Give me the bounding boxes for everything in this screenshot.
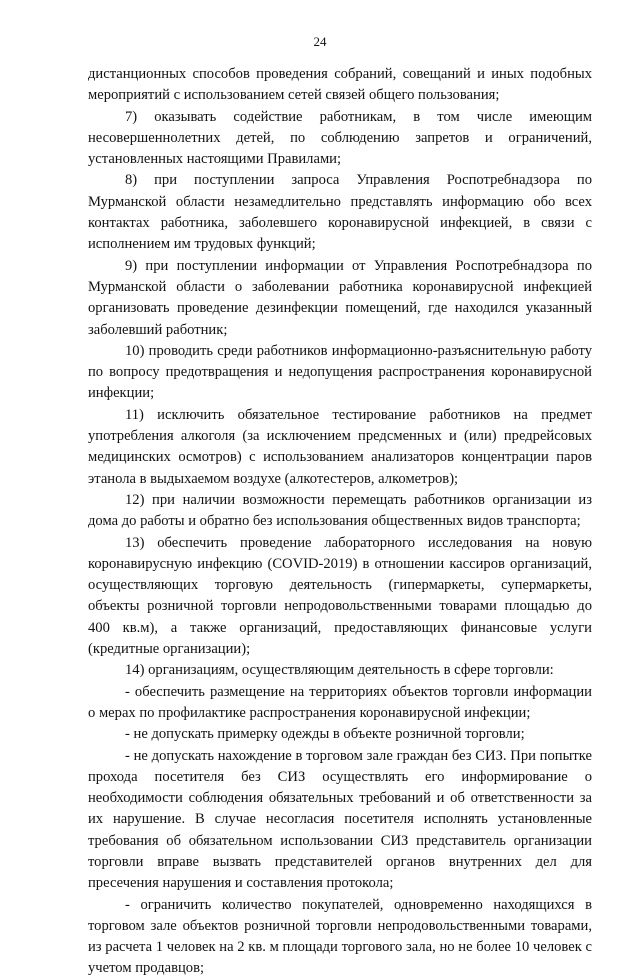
paragraph-subitem-siz: - не допускать нахождение в торговом зале граждан без СИЗ. При попытке прохода посетителя без СИЗ осуществлять его информирование о необходимости соблюдения обязательных требований и об ответственности за их нарушение. В случае несогласия посетителя исполнять установленные требования об обязательном использовании СИЗ представитель организации торговли вправе вызвать представителей органов внутренних дел для пресечения нарушения и составления протокола; — [88, 747, 592, 892]
paragraph-item-13: 13) обеспечить проведение лабораторного исследования на новую коронавирусную инфекцию (COVID-2019) в отношении кассиров организаций, осуществляющих торговую деятельность (гипермаркеты, супермаркеты, объекты розничной торговли непродовольственными товарами площадью до 400 кв.м), а также организаций, предоставляющих финансовые услуги (кредитные организации); — [88, 534, 592, 658]
paragraph-item-14: 14) организациям, осуществляющим деятельность в сфере торговли: — [125, 662, 554, 679]
paragraph-subitem-info: - обеспечить размещение на территориях объектов торговли информации о мерах по профилактике распространения коронавирусной инфекции; — [88, 683, 592, 721]
paragraph-item-9: 9) при поступлении информации от Управления Роспотребнадзора по Мурманской области о заболевании работника коронавирусной инфекцией организовать проведение дезинфекции помещений, где находился указанный заболевший работник; — [88, 257, 592, 338]
paragraph-item-7: 7) оказывать содействие работникам, в том числе имеющим несовершеннолетних детей, по соблюдению запретов и ограничений, установленных настоящими Правилами; — [88, 108, 592, 168]
paragraph-item-8: 8) при поступлении запроса Управления Роспотребнадзора по Мурманской области незамедлительно представлять информацию обо всех контактах работника, заболевшего коронавирусной инфекцией, в связи с исполнением им трудовых функций; — [88, 172, 592, 253]
paragraph-item-10: 10) проводить среди работников информационно-разъяснительную работу по вопросу предотвращения и недопущения распространения коронавирусной инфекции; — [88, 342, 592, 402]
paragraph-subitem-limit: - ограничить количество покупателей, одновременно находящихся в торговом зале объектов розничной торговли непродовольственными товарами, из расчета 1 человек на 2 кв. м площади торгового зала, но не более 10 человек с учетом продавцов; — [88, 896, 592, 977]
page-number: 24 — [313, 34, 327, 49]
paragraph-item-11: 11) исключить обязательное тестирование работников на предмет употребления алкоголя (за исключением предсменных и (или) предрейсовых медицинских осмотров) с использованием анализаторов концентрации паров этанола в выдыхаемом воздухе (алкотестеров, алкометров); — [88, 406, 592, 487]
paragraph-subitem-fitting: - не допускать примерку одежды в объекте розничной торговли; — [125, 726, 525, 743]
paragraph-item-12: 12) при наличии возможности перемещать работников организации из дома до работы и обратно без использования общественных видов транспорта; — [88, 491, 592, 530]
paragraph-continued: дистанционных способов проведения собраний, совещаний и иных подобных мероприятий с использованием сетей связей общего пользования; — [88, 66, 592, 104]
document-body — [88, 64, 592, 980]
